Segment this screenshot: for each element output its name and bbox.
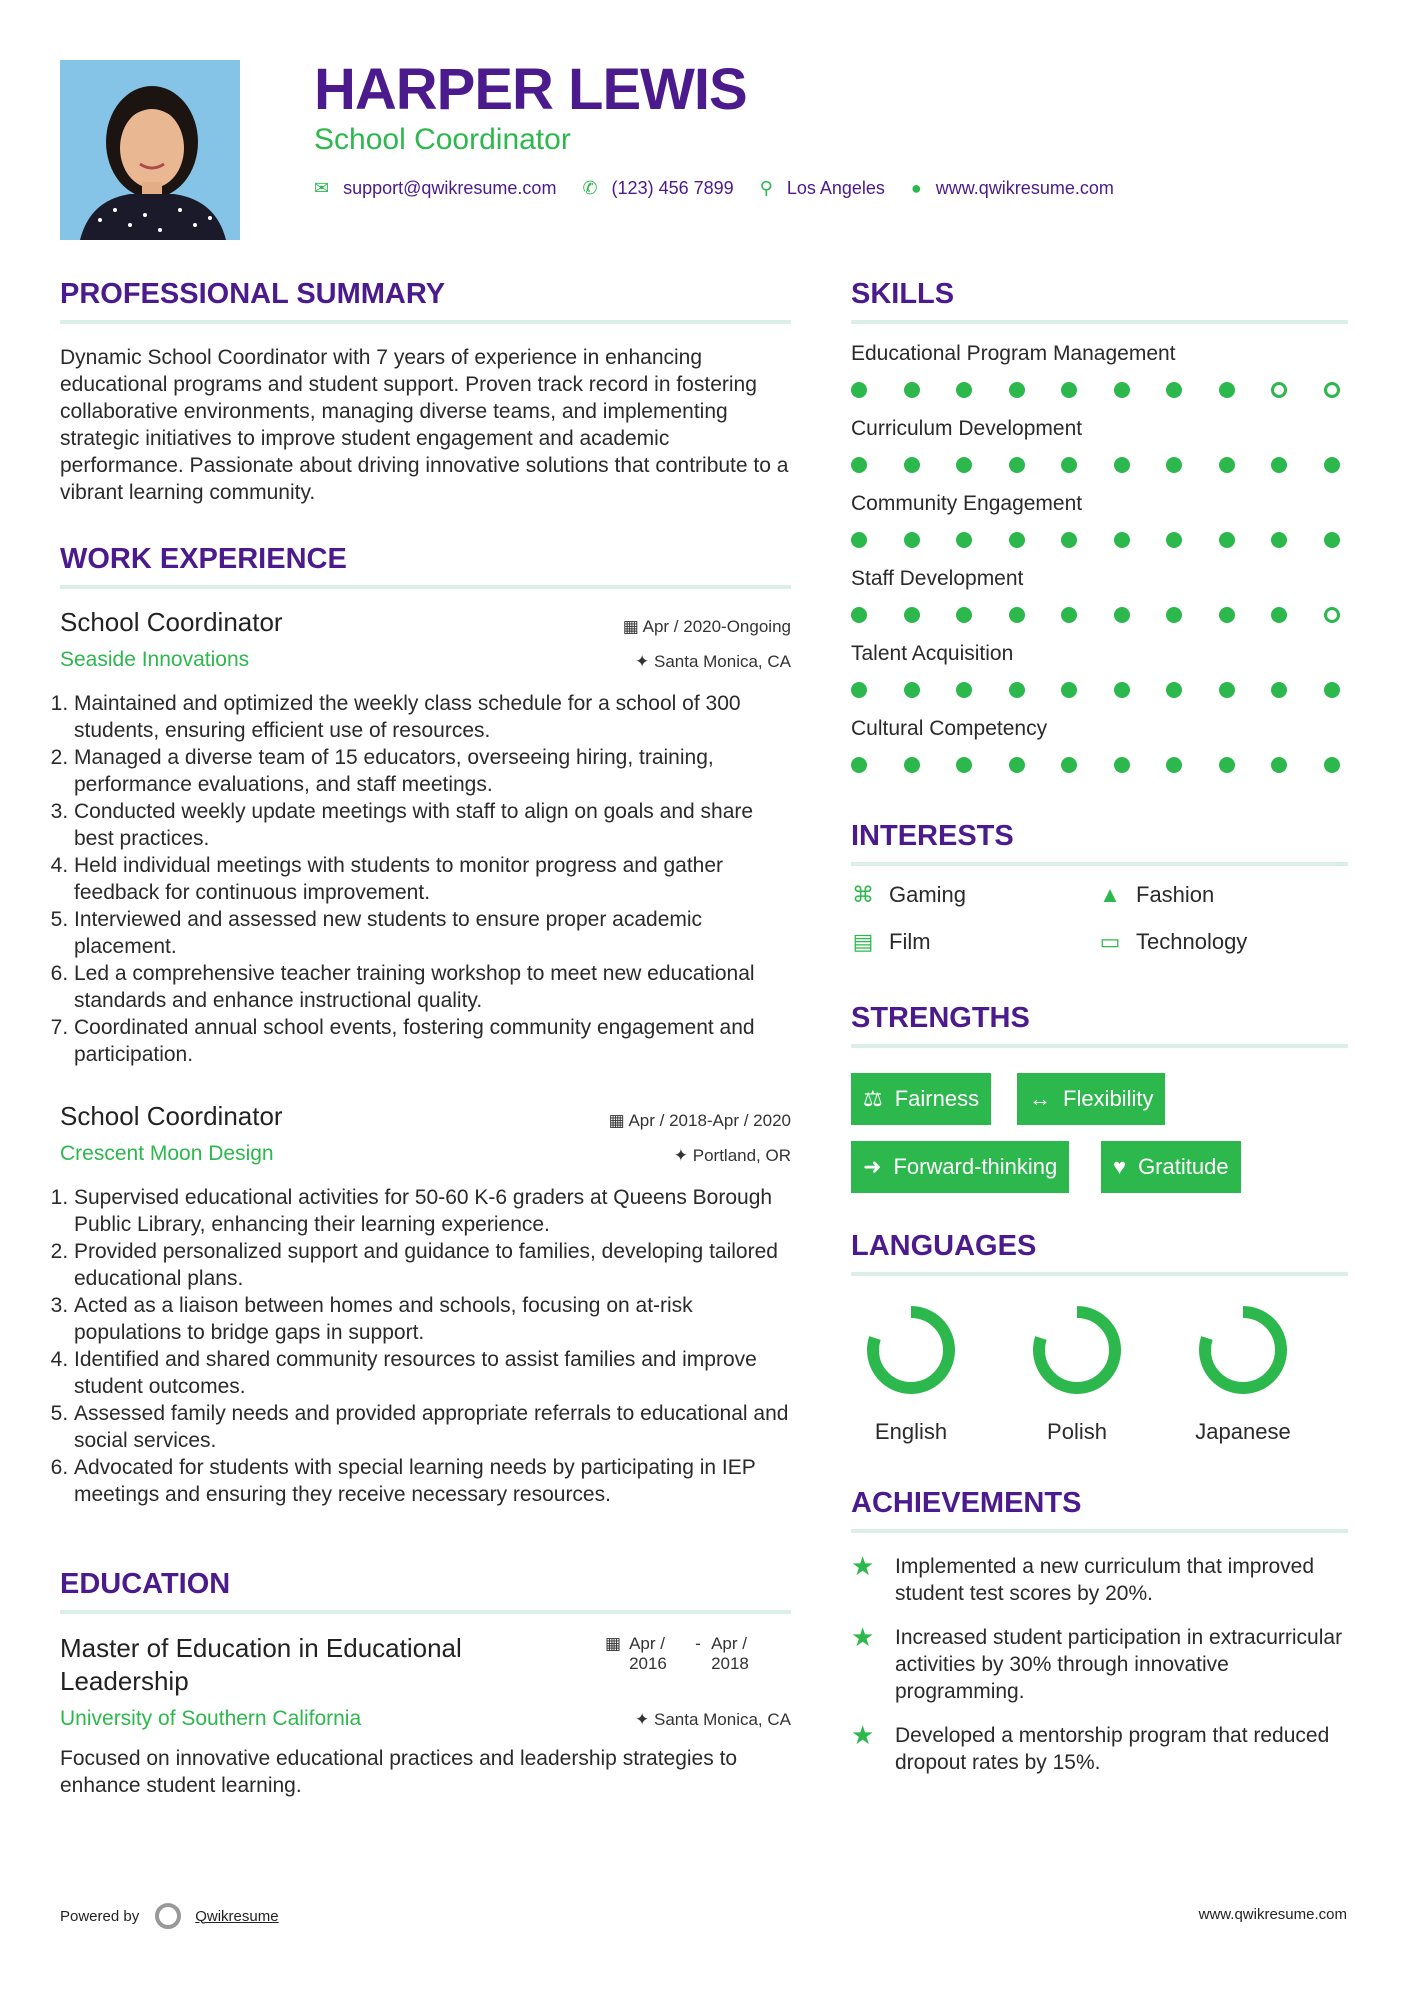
job-duties: [56, 1184, 795, 1508]
language-level-arc: [1039, 1312, 1115, 1388]
list-item: 5. Assessed family needs and provided appropriate referrals to educational and social services.: [74, 1400, 795, 1454]
interest-item: ▤ Film: [852, 929, 931, 954]
rating-dot-filled: [1114, 607, 1130, 623]
pushpin-icon: ✦: [635, 652, 650, 671]
rating-dot-filled: [1061, 382, 1077, 398]
balance-scale-icon: ⚖: [863, 1086, 883, 1111]
avatar: [60, 60, 240, 240]
job-duties: [56, 690, 795, 1068]
company-name: Crescent Moon Design: [60, 1142, 274, 1165]
rating-dot-filled: [1061, 532, 1077, 548]
language-name: Japanese: [1195, 1419, 1291, 1444]
rating-dot-filled: [1219, 457, 1235, 473]
list-item: 6. Advocated for students with special learning needs by participating in IEP meetings and ensuring they receive necessary resources.: [74, 1454, 795, 1508]
skill-name: Curriculum Development: [851, 417, 1083, 440]
rating-dot-filled: [1219, 757, 1235, 773]
achievements-heading: ACHIEVEMENTS: [851, 1487, 1082, 1519]
rating-dot-filled: [1219, 607, 1235, 623]
list-item: 1. Supervised educational activities for 50-60 K-6 graders at Queens Borough Public Library, enhancing their learning experience.: [74, 1184, 795, 1238]
rating-dot-filled: [1009, 757, 1025, 773]
envelope-icon: ✉: [314, 178, 330, 198]
section-divider: [851, 1529, 1348, 1533]
achievement-item: ★ Implemented a new curriculum that improved student test scores by 20%.: [851, 1551, 1315, 1605]
rating-dot-filled: [956, 757, 972, 773]
arrow-right-icon: ➜: [863, 1154, 882, 1179]
section-divider: [60, 320, 791, 324]
language-name: English: [874, 1419, 948, 1444]
list-item: 1. Maintained and optimized the weekly class schedule for a school of 300 students, ensuring efficient use of resources.: [74, 690, 795, 744]
rating-dot-filled: [1166, 382, 1182, 398]
language-item: [1183, 1300, 1303, 1445]
education-description: Focused on innovative educational practices and leadership strategies to enhance student learning.: [60, 1747, 738, 1797]
globe-icon: ●: [910, 178, 922, 198]
rating-dot-filled: [1324, 682, 1340, 698]
rating-dot-filled: [851, 607, 867, 623]
rating-dot-filled: [1061, 757, 1077, 773]
section-divider: [851, 320, 1348, 324]
shopping-bag-icon: ▲: [1099, 882, 1121, 907]
language-item: [1017, 1300, 1137, 1445]
language-gauge: [851, 1300, 971, 1400]
calendar-icon: ▦: [622, 617, 639, 636]
education-start: Apr / 2016: [629, 1634, 667, 1673]
skill-rating: [851, 382, 1340, 398]
footer-website[interactable]: www.qwikresume.com: [1198, 1906, 1347, 1923]
star-icon: ★: [851, 1551, 875, 1581]
rating-dot-filled: [956, 382, 972, 398]
skill-item: [851, 342, 1340, 398]
date-separator: -: [695, 1634, 701, 1653]
rating-dot-filled: [1271, 457, 1287, 473]
list-item: 7. Coordinated annual school events, fostering community engagement and participation.: [74, 1014, 795, 1068]
list-item: 6. Led a comprehensive teacher training workshop to meet new educational standards and enhance instructional quality.: [74, 960, 795, 1014]
rating-dot-filled: [1324, 532, 1340, 548]
pushpin-icon: ✦: [635, 1710, 650, 1729]
rating-dot-filled: [1114, 757, 1130, 773]
rating-dot-filled: [904, 682, 920, 698]
rating-dot-filled: [904, 532, 920, 548]
rating-dot-filled: [1061, 682, 1077, 698]
list-item: 3. Acted as a liaison between homes and schools, focusing on at-risk populations to bridge gaps in support.: [74, 1292, 795, 1346]
education-location: ✦ Santa Monica, CA: [635, 1710, 791, 1729]
work-experience-heading: WORK EXPERIENCE: [60, 543, 347, 575]
rating-dot-filled: [1271, 607, 1287, 623]
school-name: University of Southern California: [60, 1707, 362, 1730]
summary-heading: PROFESSIONAL SUMMARY: [60, 278, 446, 310]
rating-dot-filled: [1114, 382, 1130, 398]
rating-dot-filled: [851, 682, 867, 698]
arrows-horizontal-icon: ↔: [1029, 1086, 1051, 1111]
skill-item: [851, 717, 1340, 773]
rating-dot-filled: [851, 382, 867, 398]
brand-link[interactable]: Qwikresume: [195, 1907, 279, 1925]
rating-dot-filled: [1219, 682, 1235, 698]
contact-website[interactable]: www.qwikresume.com: [935, 178, 1114, 198]
pushpin-icon: ✦: [673, 1146, 688, 1165]
language-name: Polish: [1047, 1419, 1107, 1444]
list-item: 2. Provided personalized support and guidance to families, developing tailored educational plans.: [74, 1238, 795, 1292]
qwikresume-logo-icon: [155, 1903, 181, 1929]
contact-email[interactable]: support@qwikresume.com: [343, 178, 557, 198]
section-divider: [60, 1610, 791, 1614]
contact-bar: [314, 178, 1140, 199]
rating-dot-filled: [956, 607, 972, 623]
skill-rating: [851, 607, 1340, 623]
candidate-name: HARPER LEWIS: [314, 57, 747, 122]
section-divider: [851, 1272, 1348, 1276]
skill-name: Talent Acquisition: [851, 642, 1014, 665]
list-item: 4. Held individual meetings with students to monitor progress and gather feedback for continuous improvement.: [74, 852, 795, 906]
skill-name: Educational Program Management: [851, 342, 1176, 365]
section-divider: [851, 862, 1348, 866]
job-dates: ▦ Apr / 2018-Apr / 2020: [608, 1111, 791, 1130]
education-end: Apr / 2018: [711, 1634, 749, 1673]
rating-dot-filled: [1166, 532, 1182, 548]
language-gauge: [1183, 1300, 1303, 1400]
skill-item: [851, 492, 1340, 548]
rating-dot-filled: [1009, 532, 1025, 548]
languages-list: [851, 1300, 1348, 1450]
interests-heading: INTERESTS: [851, 820, 1014, 852]
laptop-icon: ▭: [1099, 929, 1121, 954]
rating-dot-filled: [1271, 682, 1287, 698]
rating-dot-filled: [1219, 532, 1235, 548]
rating-dot-filled: [1166, 457, 1182, 473]
job-location: ✦ Santa Monica, CA: [635, 652, 791, 671]
list-item: 5. Interviewed and assessed new students to ensure proper academic placement.: [74, 906, 795, 960]
rating-dot-filled: [1271, 532, 1287, 548]
skill-item: [851, 417, 1340, 473]
language-level-arc: [1205, 1312, 1281, 1388]
skill-rating: [851, 757, 1340, 773]
job-location: ✦ Portland, OR: [673, 1146, 791, 1165]
rating-dot-filled: [1009, 382, 1025, 398]
skill-name: Staff Development: [851, 567, 1024, 590]
list-item: 2. Managed a diverse team of 15 educators, overseeing hiring, training, performance evaluations, and staff meetings.: [74, 744, 795, 798]
rating-dot-filled: [1114, 532, 1130, 548]
job-title: School Coordinator: [60, 607, 283, 637]
rating-dot-filled: [1061, 457, 1077, 473]
rating-dot-filled: [1271, 757, 1287, 773]
achievement-item: ★ Increased student participation in extracurricular activities by 30% through innovative programming.: [851, 1622, 1343, 1703]
achievement-item: ★ Developed a mentorship program that reduced dropout rates by 15%.: [851, 1720, 1330, 1774]
rating-dot-filled: [904, 757, 920, 773]
strength-chip: ♥ Gratitude: [1101, 1141, 1241, 1193]
star-icon: ★: [851, 1622, 875, 1652]
strength-chip: ↔ Flexibility: [1017, 1073, 1165, 1125]
strength-chip: ➜ Forward-thinking: [851, 1141, 1069, 1193]
rating-dot-filled: [851, 532, 867, 548]
rating-dot-filled: [904, 457, 920, 473]
rating-dot-filled: [1061, 607, 1077, 623]
heart-icon: ♥: [1113, 1154, 1127, 1179]
rating-dot-filled: [956, 457, 972, 473]
strength-chip: ⚖ Fairness: [851, 1073, 991, 1125]
rating-dot-filled: [1166, 607, 1182, 623]
candidate-role: School Coordinator: [314, 123, 571, 156]
skill-rating: [851, 457, 1340, 473]
rating-dot-filled: [1009, 682, 1025, 698]
calendar-icon: ▦: [605, 1634, 622, 1653]
rating-dot-empty: [1324, 382, 1340, 398]
skill-item: [851, 642, 1340, 698]
language-gauge: [1017, 1300, 1137, 1400]
contact-phone[interactable]: (123) 456 7899: [611, 178, 734, 198]
footer-powered-by: Powered by Qwikresume: [60, 1903, 279, 1929]
rating-dot-empty: [1271, 382, 1287, 398]
job-dates: ▦ Apr / 2020-Ongoing: [622, 617, 791, 636]
list-item: 4. Identified and shared community resources to assist families and improve student outcomes.: [74, 1346, 795, 1400]
star-icon: ★: [851, 1720, 875, 1750]
rating-dot-filled: [956, 532, 972, 548]
film-icon: ▤: [852, 929, 874, 954]
rating-dot-filled: [1324, 757, 1340, 773]
profile-photo: [60, 60, 240, 240]
rating-dot-filled: [904, 382, 920, 398]
rating-dot-filled: [1166, 757, 1182, 773]
rating-dot-filled: [1219, 382, 1235, 398]
map-pin-icon: ⚲: [759, 178, 773, 198]
rating-dot-filled: [1114, 457, 1130, 473]
list-item: 3. Conducted weekly update meetings with staff to align on goals and share best practices.: [74, 798, 795, 852]
rating-dot-filled: [1166, 682, 1182, 698]
summary-text: Dynamic School Coordinator with 7 years of experience in enhancing educational programs and student support. Proven track record in fostering collaborative environments, managing diverse teams, and implementing strategic initiatives to improve student engagement and academic performance. Passionate about driving innovative solutions that contribute to a vibrant learning community.: [60, 346, 789, 504]
degree-title: Master of Education in Educational Leadership: [60, 1633, 462, 1696]
strengths-heading: STRENGTHS: [851, 1002, 1030, 1034]
languages-heading: LANGUAGES: [851, 1230, 1037, 1262]
skill-item: [851, 567, 1340, 623]
phone-icon: ✆: [582, 178, 598, 198]
gamepad-icon: ⌘: [852, 882, 874, 907]
rating-dot-filled: [1009, 607, 1025, 623]
rating-dot-filled: [1114, 682, 1130, 698]
language-level-arc: [873, 1312, 949, 1388]
rating-dot-empty: [1324, 607, 1340, 623]
section-divider: [851, 1044, 1348, 1048]
job-title: School Coordinator: [60, 1101, 283, 1131]
calendar-icon: ▦: [608, 1111, 625, 1130]
rating-dot-filled: [1009, 457, 1025, 473]
rating-dot-filled: [851, 757, 867, 773]
interest-item: ⌘ Gaming: [852, 882, 967, 907]
section-divider: [60, 585, 791, 589]
interest-item: ▭ Technology: [1099, 929, 1248, 954]
education-heading: EDUCATION: [60, 1568, 231, 1600]
company-name: Seaside Innovations: [60, 648, 250, 671]
language-item: [851, 1300, 971, 1445]
education-dates: [605, 1634, 771, 1674]
rating-dot-filled: [851, 457, 867, 473]
rating-dot-filled: [956, 682, 972, 698]
skill-name: Cultural Competency: [851, 717, 1048, 740]
skills-heading: SKILLS: [851, 278, 955, 310]
rating-dot-filled: [904, 607, 920, 623]
skill-rating: [851, 682, 1340, 698]
skill-name: Community Engagement: [851, 492, 1083, 515]
interest-item: ▲ Fashion: [1099, 882, 1215, 907]
contact-location: Los Angeles: [786, 178, 885, 198]
skill-rating: [851, 532, 1340, 548]
rating-dot-filled: [1324, 457, 1340, 473]
